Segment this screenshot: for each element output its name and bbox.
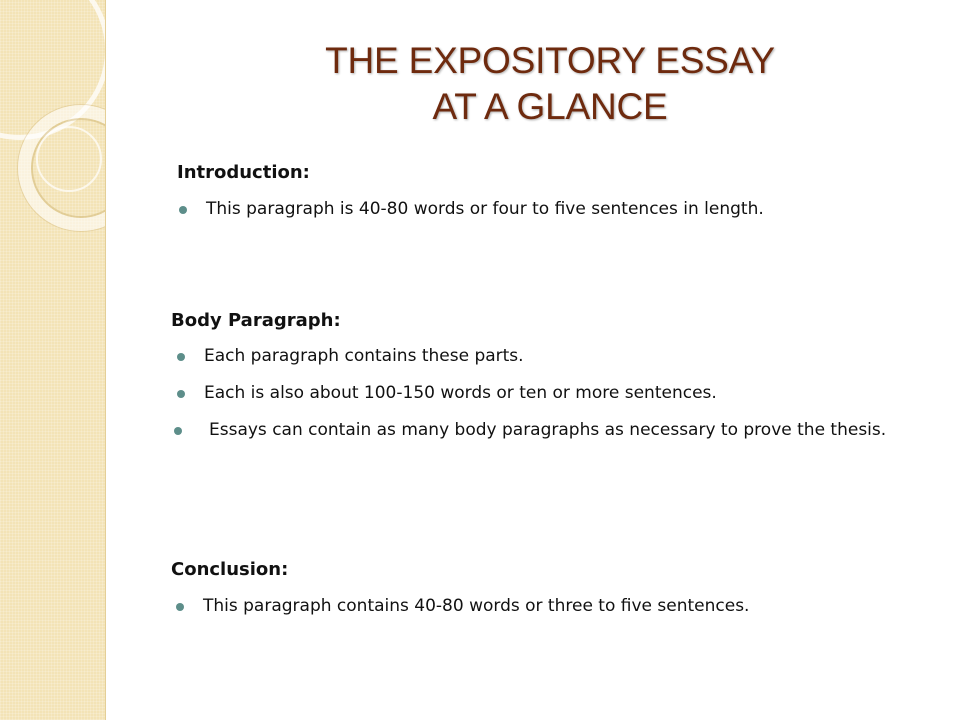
bullet-icon: [176, 603, 184, 611]
bullet-text: This paragraph contains 40-80 words or three to five sentences.: [203, 596, 750, 616]
bullet-text: Essays can contain as many body paragraphs as necessary to prove the thesis.: [209, 420, 887, 440]
bullet-text: Each is also about 100-150 words or ten or more sentences.: [204, 383, 717, 403]
bullet-item: [203, 594, 749, 619]
bullet-text: This paragraph is 40-80 words or four to five sentences in length.: [206, 199, 764, 219]
section-heading-body-paragraph: Body Paragraph:: [171, 310, 341, 331]
bullet-item: [204, 381, 717, 406]
bullet-icon: [177, 353, 185, 361]
bullet-icon: [179, 206, 187, 214]
bullet-icon: [177, 390, 185, 398]
slide-title-line-1: THE EXPOSITORY ESSAY: [325, 40, 775, 81]
section-heading-conclusion: Conclusion:: [171, 559, 289, 580]
slide-title-line-2: AT A GLANCE: [432, 86, 668, 127]
decorative-ring: [36, 126, 102, 192]
bullet-item: [201, 418, 901, 443]
slide-title: [200, 38, 900, 130]
bullet-item: [206, 197, 764, 222]
bullet-item: [204, 344, 524, 369]
section-heading-introduction: Introduction:: [177, 162, 310, 183]
bullet-text: Each paragraph contains these parts.: [204, 346, 524, 366]
bullet-icon: [174, 427, 182, 435]
decorative-sidebar: [0, 0, 106, 720]
